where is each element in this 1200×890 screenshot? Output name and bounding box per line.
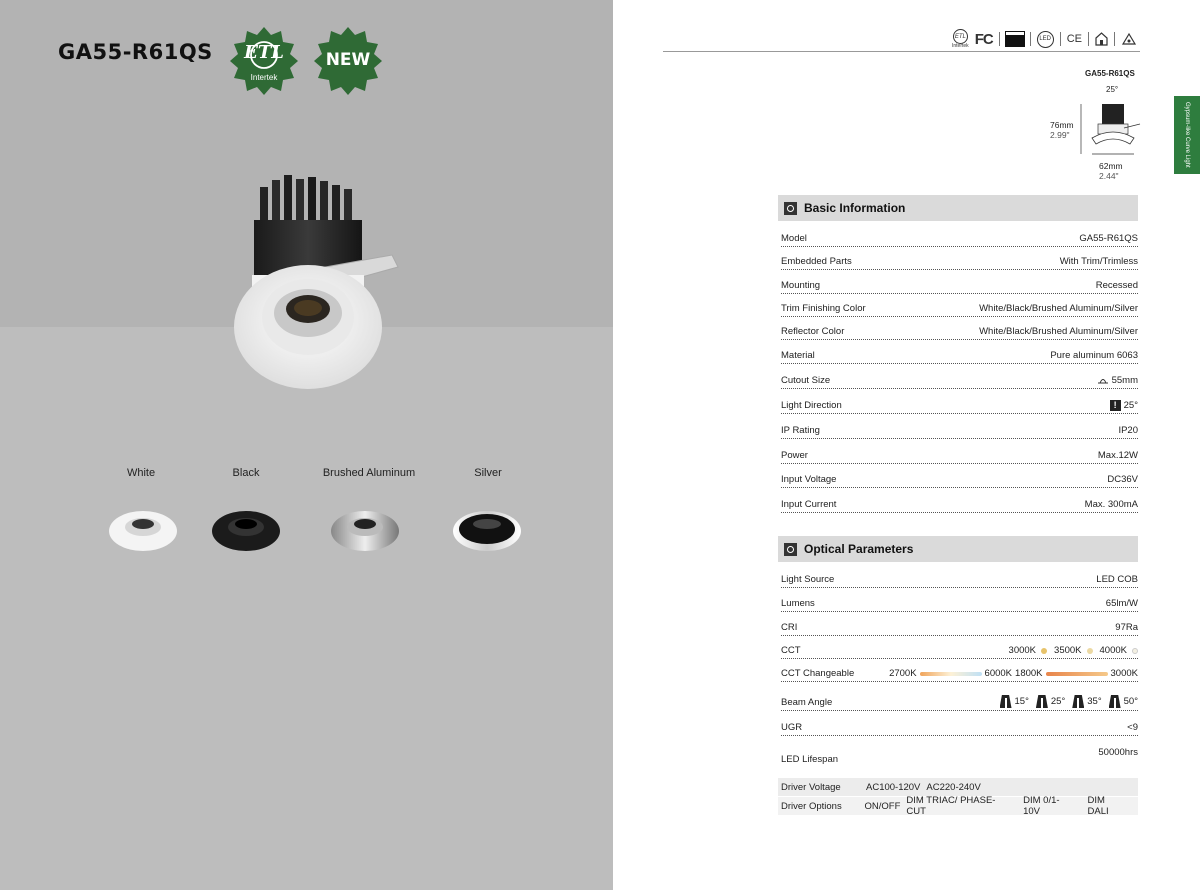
category-side-tab: Gypsum-like Curve Light [1174,96,1200,174]
new-badge-text: NEW [325,50,371,70]
spec-label: Trim Finishing Color [781,303,866,314]
dimension-width-mm: 62mm [1099,161,1123,171]
cct-range [889,668,1138,679]
opt-row-ugr [781,720,1138,736]
opt-row-light-source [781,572,1138,588]
divider [1060,32,1061,46]
sun-icon [784,543,797,556]
spec-value: Pure aluminum 6063 [1050,350,1138,361]
spec-value: With Trim/Trimless [1059,256,1138,267]
dimension-angle: 25° [1106,85,1119,94]
spec-label: CRI [781,622,798,633]
beam-35-icon [1072,695,1084,708]
spec-value: 50000hrs [1098,747,1138,758]
cct-gradient-bar [920,672,982,676]
driver-voltage-label: Driver Voltage [781,781,841,793]
spec-value: White/Black/Brushed Aluminum/Silver [979,326,1138,337]
spec-value: 25° [1123,400,1138,411]
opt-row-cri [781,620,1138,636]
driver-voltage-value: AC220-240V [926,781,981,793]
header-rule [663,51,1140,52]
cct-range-from: 1800K [1015,668,1043,679]
certification-row [952,25,1137,53]
driver-options-label: Driver Options [781,800,842,812]
optical-header [778,536,1138,562]
product-render [222,175,412,390]
new-badge [313,26,383,96]
spec-label: Mounting [781,280,821,291]
spec-value-wrap [1110,400,1138,411]
beam-value: 25° [1050,696,1066,707]
spec-label: IP Rating [781,425,820,436]
spec-row-ip [781,423,1138,439]
dimension-model: GA55-R61QS [1085,69,1135,78]
indoor-use-icon [1095,32,1108,46]
divider [1114,32,1115,46]
etl-badge-text: ETL [244,42,284,63]
opt-row-cct [781,643,1138,659]
direction-icon: ! [1110,400,1121,411]
beam-25-icon [1036,695,1048,708]
beam-15-icon [1000,695,1012,708]
cct-swatch-icon [1132,648,1138,654]
beam-value: 35° [1087,696,1102,707]
spec-label: Input Current [781,499,837,510]
basic-info-header [778,195,1138,221]
opt-row-lifespan [781,744,1138,765]
spec-label: Model [781,233,807,244]
spec-row-current [781,497,1138,513]
fixture-icon [1006,32,1024,46]
spec-label: Embedded Parts [781,256,852,267]
fc-cert-icon: FC [974,30,993,48]
divider [1088,32,1089,46]
info-icon [784,202,797,215]
spec-row-reflector-color [781,324,1138,340]
spec-label: CCT Changeable [781,668,855,679]
spec-value: 65lm/W [1105,598,1138,609]
spec-row-voltage [781,472,1138,488]
dust-icon [1121,32,1137,46]
driver-option: DIM TRIAC/ PHASE-CUT [906,795,996,817]
optical-title: Optical Parameters [804,542,914,556]
spec-row-cutout [781,373,1138,389]
spec-value: Max. 300mA [1084,499,1138,510]
beam-50-icon [1109,695,1121,708]
spec-label: Material [781,350,815,361]
spec-row-mounting [781,278,1138,294]
driver-option: DIM 0/1-10V [1023,795,1060,817]
spec-label: Input Voltage [781,474,837,485]
spec-label: Cutout Size [781,375,831,386]
spec-value: 55mm [1111,375,1138,386]
basic-info-title: Basic Information [804,201,906,215]
etl-cert-mark: ETL [953,29,968,44]
cct-value: 3000K [1008,645,1037,656]
driver-options-row [778,797,1138,815]
beam-value: 50° [1123,696,1138,707]
backdrop-lower [0,327,613,890]
spec-value: Recessed [1095,280,1138,291]
etl-cert-icon [952,29,969,49]
opt-row-beam [781,691,1138,711]
spec-row-power [781,448,1138,464]
dim-to-warm-bar [1046,672,1108,676]
spec-value: DC36V [1107,474,1138,485]
model-title: GA55-R61QS [58,40,213,64]
spec-value: GA55-R61QS [1079,233,1138,244]
driver-option: ON/OFF [864,800,901,812]
finish-label-silver: Silver [474,467,502,479]
swatch-white [107,507,179,553]
cct-value: 3500K [1054,645,1082,656]
led-cert-icon: LED [1037,31,1054,48]
spec-value: White/Black/Brushed Aluminum/Silver [979,303,1138,314]
driver-voltage-row [778,778,1138,796]
dimension-width-in: 2.44" [1099,171,1119,181]
opt-row-cct-changeable [781,666,1138,682]
spec-row-embedded [781,254,1138,270]
etl-badge [229,26,299,96]
cct-range-from: 2700K [889,668,917,679]
spec-label: CCT [781,645,801,656]
spec-value: LED COB [1096,574,1138,585]
spec-label: UGR [781,722,803,733]
finish-label-white: White [126,467,156,479]
etl-cert-sub: Intertek [952,43,969,49]
cct-swatch-icon [1041,648,1047,654]
swatch-brushed-aluminum [329,507,401,553]
swatch-silver [451,507,523,553]
spec-value-wrap [1097,375,1138,386]
spec-row-model [781,231,1138,247]
spec-label: Reflector Color [781,326,845,337]
opt-row-lumens [781,596,1138,612]
dimension-height-in: 2.99" [1050,130,1070,140]
swatch-black [210,507,282,553]
driver-option: DIM DALI [1087,795,1109,817]
finish-label-brushed: Brushed Aluminum [322,467,416,479]
cct-range-to: 3000K [1110,668,1138,679]
spec-label: Light Direction [781,400,842,411]
beam-value: 15° [1014,696,1029,707]
spec-row-material [781,348,1138,364]
spec-value: <9 [1127,722,1138,733]
cct-range-to: 6000K [984,668,1013,679]
spec-label: LED Lifespan [781,754,839,765]
ce-cert-icon: CE [1066,33,1082,45]
spec-value: Max.12W [1097,450,1138,461]
intertek-text: Intertek [250,73,278,82]
cct-swatch-icon [1087,648,1093,654]
cct-values [1009,645,1138,656]
finish-label-black: Black [232,467,260,479]
spec-label: Power [781,450,808,461]
spec-label: Lumens [781,598,815,609]
driver-voltage-value: AC100-120V [866,781,921,793]
spec-row-light-direction [781,398,1138,414]
divider [999,32,1000,46]
dimension-height-mm: 76mm [1050,120,1074,130]
cct-value: 4000K [1099,645,1127,656]
spec-label: Beam Angle [781,697,833,708]
cutout-icon [1097,376,1109,385]
spec-value: IP20 [1118,425,1138,436]
spec-value: 97Ra [1115,622,1138,633]
spec-row-trim-color [781,301,1138,317]
beam-values [996,695,1139,708]
dimension-drawing [1078,96,1144,162]
divider [1030,32,1031,46]
spec-label: Light Source [781,574,835,585]
